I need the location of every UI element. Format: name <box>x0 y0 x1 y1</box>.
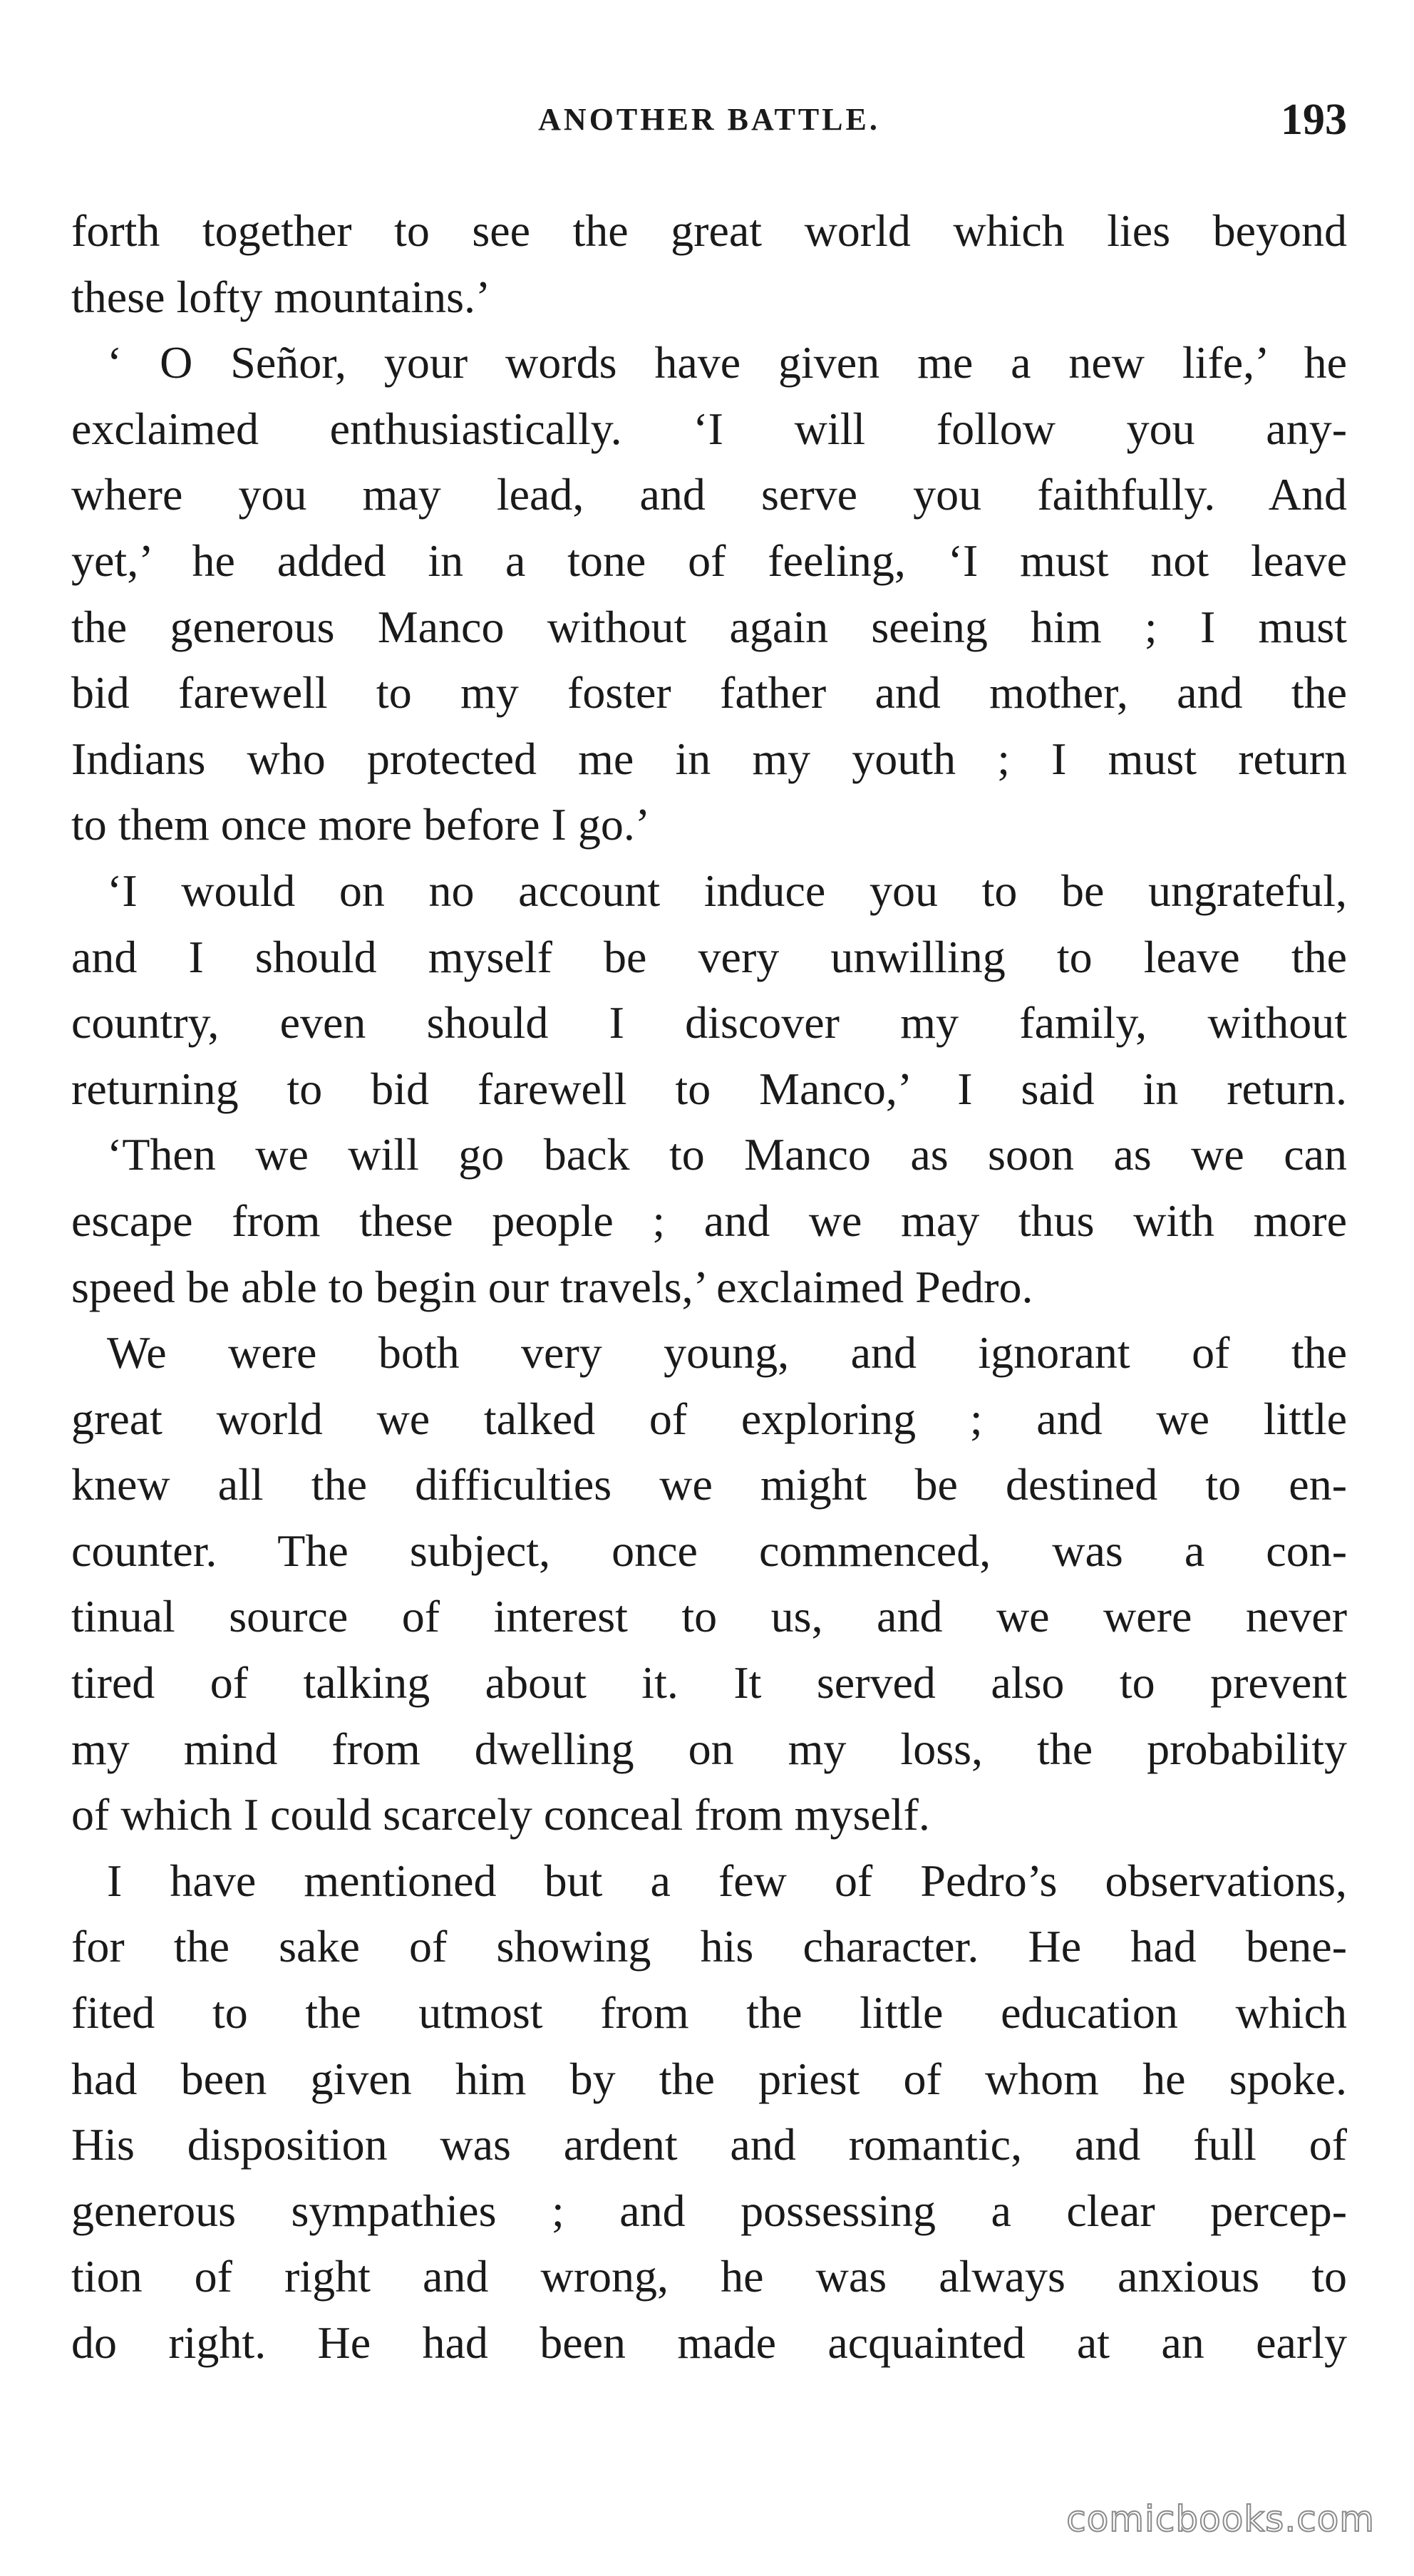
text-line: tired of talking about it. It served also to prevent <box>71 1657 1347 1709</box>
text-line: great world we talked of exploring ; and we little <box>71 1393 1347 1444</box>
text-line: knew all the difficulties we might be destined to en- <box>71 1459 1347 1510</box>
text-line: generous sympathies ; and possessing a clear percep- <box>71 2185 1347 2236</box>
text-line: Indians who protected me in my youth ; I must return <box>71 733 1347 784</box>
text-line: returning to bid farewell to Manco,’ I said in return. <box>71 1063 1347 1114</box>
text-line: bid farewell to my foster father and mother, and the <box>71 667 1347 718</box>
text-line: ‘Then we will go back to Manco as soon as we can <box>107 1129 1347 1180</box>
text-line: to them once more before I go.’ <box>71 799 651 850</box>
text-line: ‘I would on no account induce you to be ungrateful, <box>107 865 1347 916</box>
text-line: exclaimed enthusiastically. ‘I will follow you any- <box>71 403 1347 454</box>
text-line: We were both very young, and ignorant of the <box>107 1327 1347 1379</box>
text-line: my mind from dwelling on my loss, the probability <box>71 1723 1347 1774</box>
text-line: counter. The subject, once commenced, was a con- <box>71 1525 1347 1576</box>
text-line: I have mentioned but a few of Pedro’s observations, <box>107 1855 1347 1906</box>
text-line: where you may lead, and serve you faithfully. And <box>71 469 1347 520</box>
text-line: do right. He had been made acquainted at an early <box>71 2317 1347 2368</box>
text-line: for the sake of showing his character. He had bene- <box>71 1921 1347 1972</box>
text-line: fited to the utmost from the little education which <box>71 1987 1347 2039</box>
text-line: the generous Manco without again seeing him ; I must <box>71 601 1347 652</box>
text-line: escape from these people ; and we may thus with more <box>71 1195 1347 1246</box>
source-watermark: comicbooks.com <box>1066 2498 1375 2540</box>
body-text <box>71 198 1347 2376</box>
text-line: His disposition was ardent and romantic, and full of <box>71 2119 1347 2170</box>
running-title: ANOTHER BATTLE. <box>538 102 880 137</box>
text-line: these lofty mountains.’ <box>71 271 491 322</box>
page-number: 193 <box>1281 96 1347 144</box>
text-line: yet,’ he added in a tone of feeling, ‘I must not leave <box>71 535 1347 586</box>
text-line: ‘ O Señor, your words have given me a new life,’ he <box>107 337 1347 388</box>
text-line: of which I could scarcely conceal from myself. <box>71 1789 930 1840</box>
text-line: had been given him by the priest of whom he spoke. <box>71 2053 1347 2104</box>
text-line: tinual source of interest to us, and we were never <box>71 1591 1347 1642</box>
text-line: tion of right and wrong, he was always anxious to <box>71 2251 1347 2302</box>
text-line: country, even should I discover my family, without <box>71 997 1347 1049</box>
text-line: forth together to see the great world which lies beyond <box>71 205 1347 256</box>
text-line: and I should myself be very unwilling to leave the <box>71 931 1347 982</box>
running-header <box>71 91 1347 148</box>
text-line: speed be able to begin our travels,’ exclaimed Pedro. <box>71 1261 1033 1312</box>
